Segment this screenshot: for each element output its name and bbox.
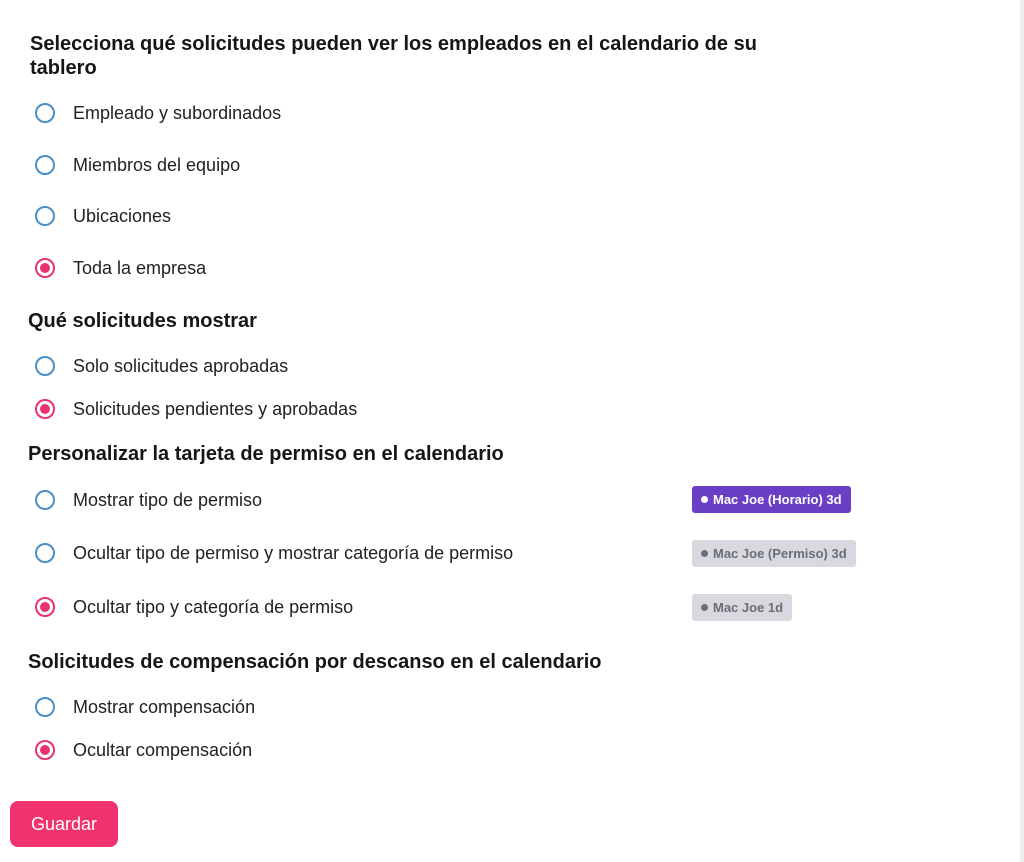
preview-chip-show-category (692, 540, 856, 567)
radio-show-compensation[interactable] (35, 694, 255, 720)
radio-button[interactable] (35, 697, 55, 717)
option-label: Ocultar tipo y categoría de permiso (73, 596, 354, 617)
radio-approved-only[interactable] (35, 353, 288, 379)
option-label: Mostrar compensación (73, 696, 256, 717)
option-label: Toda la empresa (73, 257, 207, 278)
option-label: Solicitudes pendientes y aprobadas (73, 398, 358, 419)
option-label: Empleado y subordinados (73, 102, 282, 123)
option-label: Ocultar compensación (73, 739, 253, 760)
radio-button[interactable] (35, 490, 55, 510)
dot-icon (701, 496, 708, 503)
dot-icon (701, 604, 708, 611)
option-label: Ubicaciones (73, 205, 172, 226)
scrollbar-track[interactable] (1020, 0, 1024, 862)
dot-icon (701, 550, 708, 557)
option-label: Ocultar tipo de permiso y mostrar categoría de permiso (73, 542, 514, 563)
radio-team-members[interactable] (35, 152, 240, 178)
option-label: Solo solicitudes aprobadas (73, 355, 289, 376)
radio-hide-type-show-category[interactable] (35, 540, 513, 566)
option-label: Mostrar tipo de permiso (73, 489, 263, 510)
radio-show-leave-type[interactable] (35, 487, 262, 513)
radio-hide-type-and-category[interactable] (35, 594, 353, 620)
radio-whole-company[interactable] (35, 255, 206, 281)
radio-locations[interactable] (35, 203, 171, 229)
radio-button[interactable] (35, 103, 55, 123)
option-label: Miembros del equipo (73, 154, 241, 175)
radio-hide-compensation[interactable] (35, 737, 252, 763)
compensation-section-title: Solicitudes de compensación por descanso en el calendario (28, 651, 602, 673)
preview-chip-hidden (692, 594, 792, 621)
visibility-section-title: Selecciona qué solicitudes pueden ver los empleados en el calendario de su tablero (30, 33, 757, 79)
radio-button[interactable] (35, 356, 55, 376)
radio-button[interactable] (35, 543, 55, 563)
card-section-title: Personalizar la tarjeta de permiso en el calendario (28, 443, 504, 465)
preview-chip-show-type (692, 486, 851, 513)
radio-button-checked[interactable] (35, 399, 55, 419)
radio-button-checked[interactable] (35, 740, 55, 760)
radio-button[interactable] (35, 155, 55, 175)
preview-chip-text: Mac Joe (Horario) 3d (713, 492, 842, 507)
requests-section-title: Qué solicitudes mostrar (28, 310, 257, 332)
save-button[interactable]: Guardar (10, 801, 118, 847)
radio-button-checked[interactable] (35, 258, 55, 278)
radio-button-checked[interactable] (35, 597, 55, 617)
radio-employee-subordinates[interactable] (35, 100, 281, 126)
radio-pending-and-approved[interactable] (35, 396, 357, 422)
preview-chip-text: Mac Joe (Permiso) 3d (713, 546, 847, 561)
preview-chip-text: Mac Joe 1d (713, 600, 784, 615)
radio-button[interactable] (35, 206, 55, 226)
